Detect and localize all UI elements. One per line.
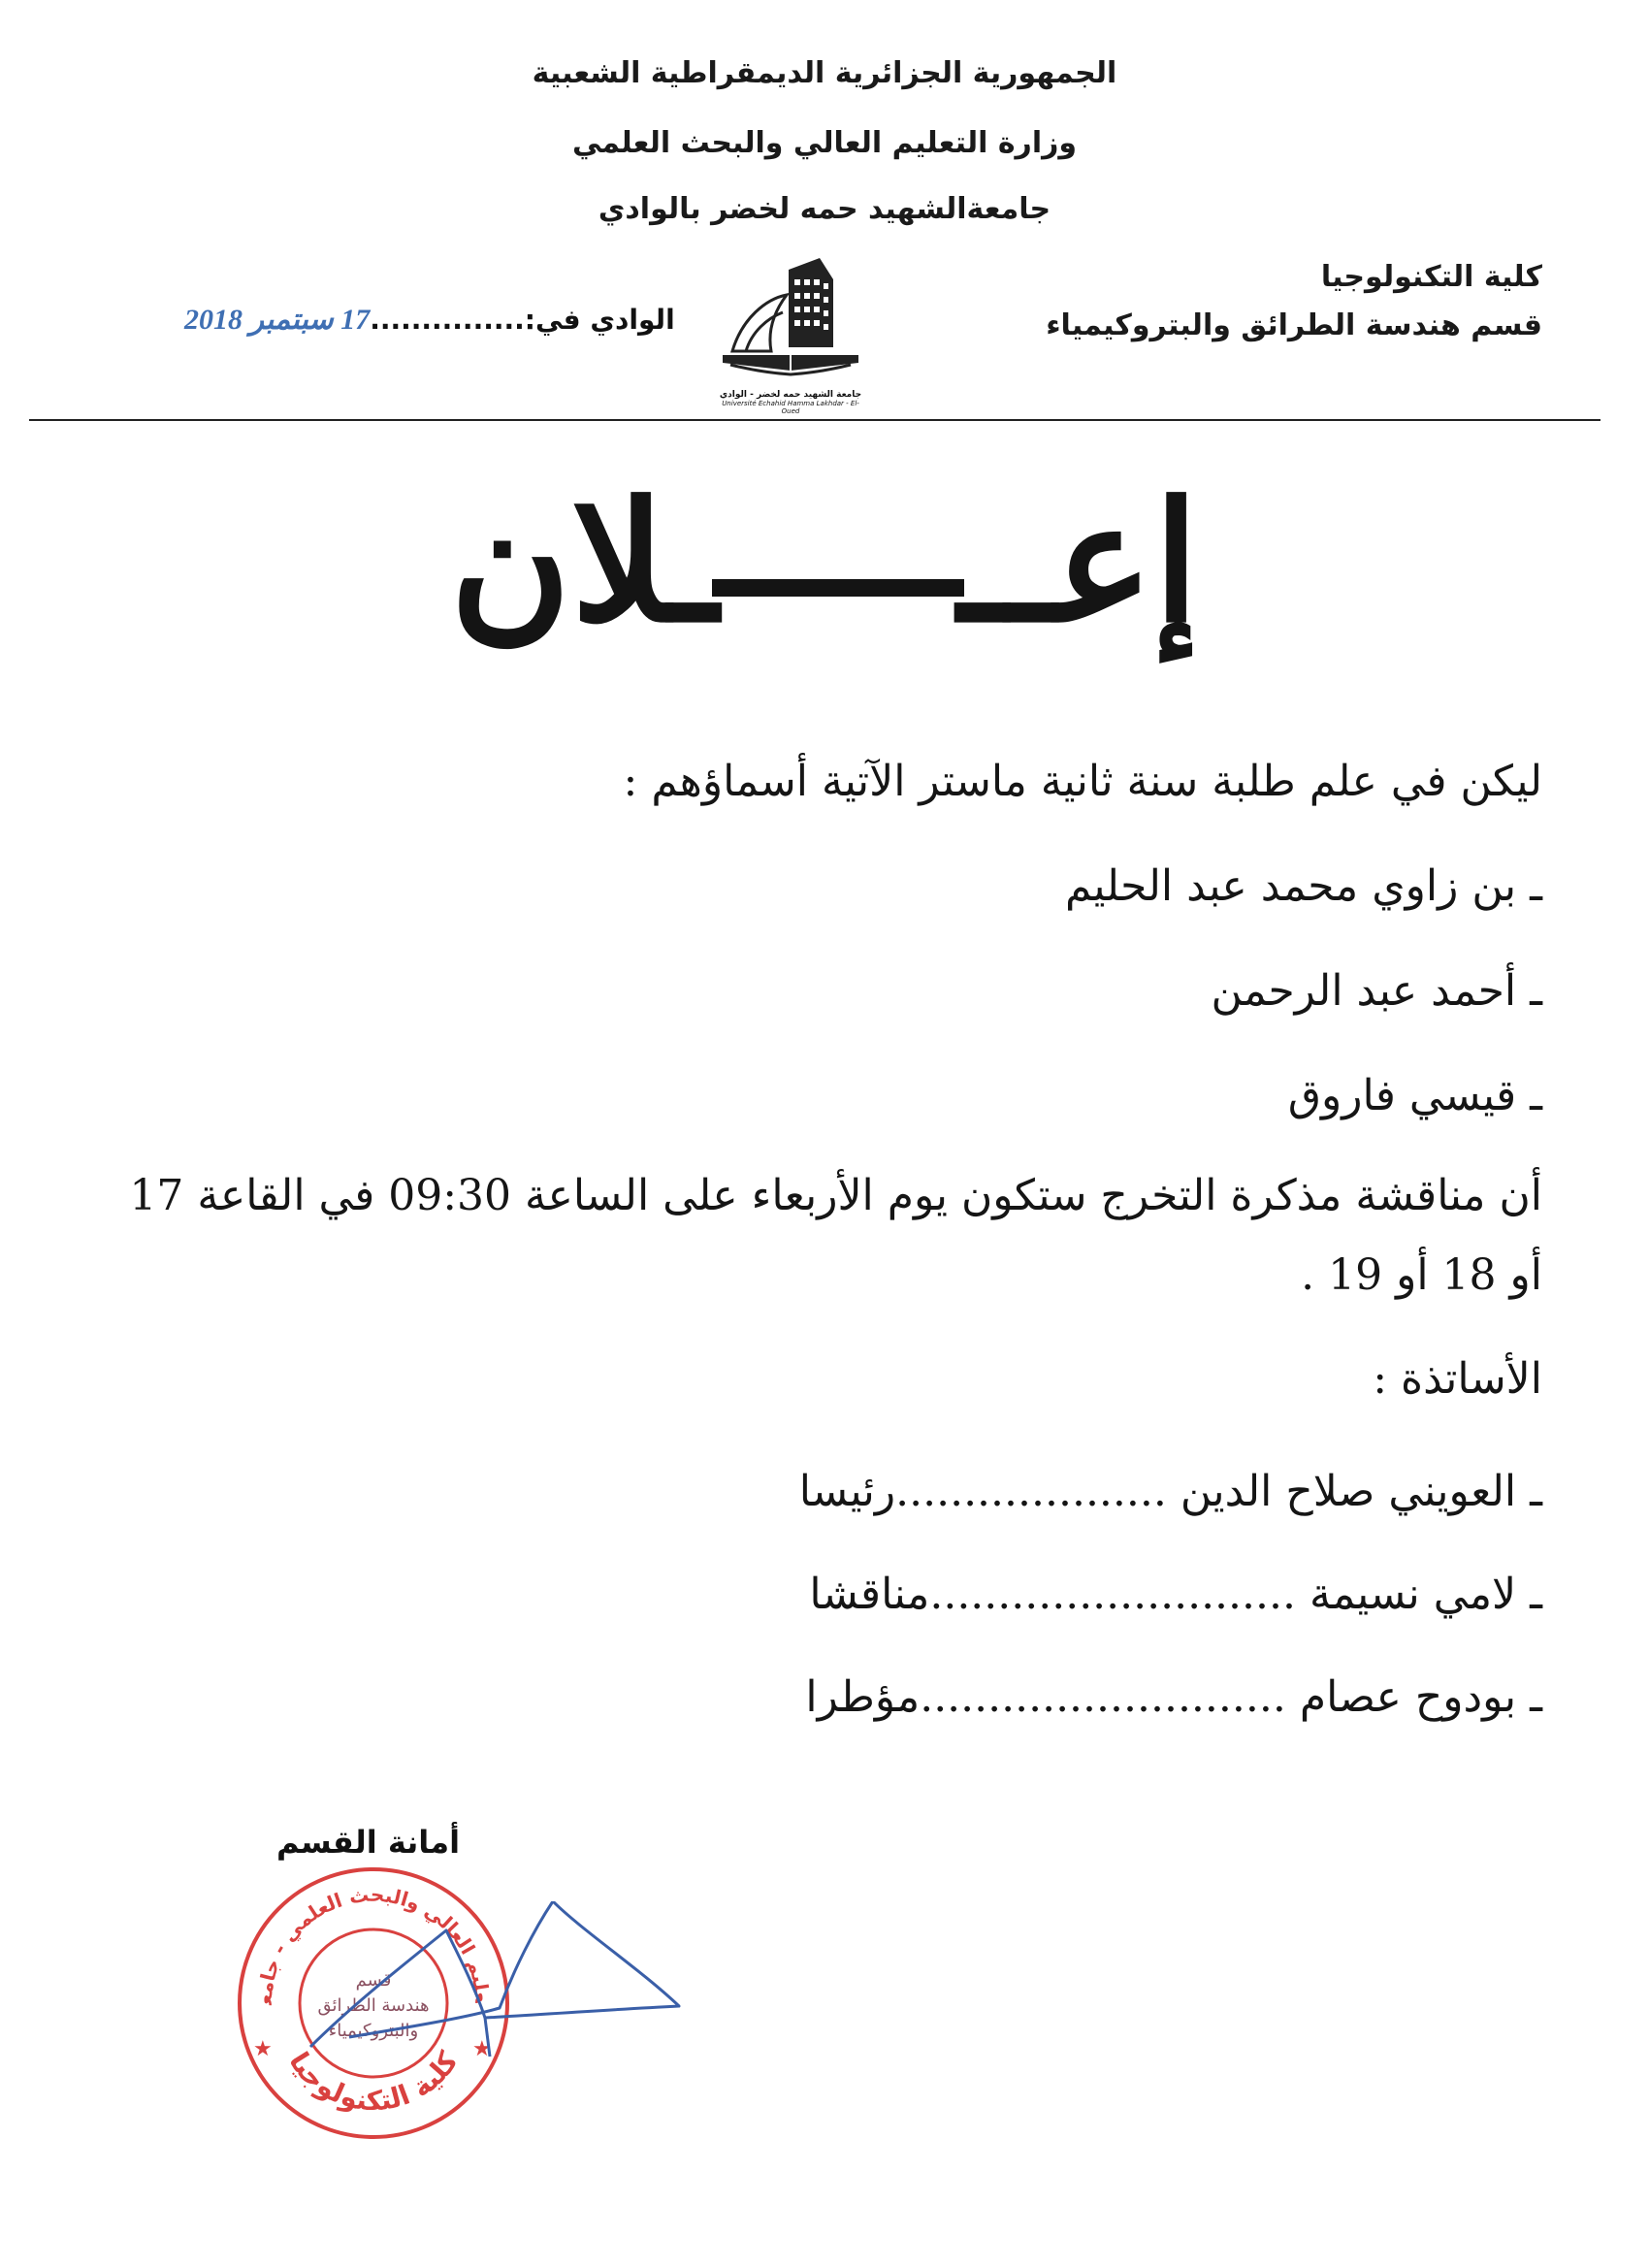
date-label: الوادي في: bbox=[524, 304, 675, 336]
jury-dots: .................... bbox=[895, 1467, 1167, 1516]
department-name: قسم هندسة الطرائق والبتروكيمياء bbox=[1046, 308, 1542, 342]
star-icon: ★ bbox=[253, 2037, 273, 2061]
ministry-name: وزارة التعليم العالي والبحث العلمي bbox=[571, 126, 1078, 160]
title-kashida bbox=[712, 579, 964, 597]
title-end: ـلان bbox=[449, 466, 718, 660]
signature bbox=[291, 1901, 698, 2080]
stamp-inner-line: والبتروكيمياء bbox=[328, 2021, 419, 2041]
signature-scribble-icon bbox=[291, 1901, 698, 2076]
title-start: إعــ bbox=[957, 466, 1200, 660]
university-logo-icon bbox=[713, 250, 868, 386]
stamp-inner-line: هندسة الطرائق bbox=[317, 1995, 430, 2016]
faculty-name: كلية التكنولوجيا bbox=[1320, 260, 1542, 294]
date-dots: ............... bbox=[370, 304, 525, 336]
jury-row bbox=[799, 1467, 1542, 1516]
jury-dots: ........................... bbox=[920, 1672, 1286, 1722]
date-field bbox=[184, 303, 675, 337]
jury-row bbox=[809, 1570, 1542, 1619]
student-item: ـ أحمد عبد الرحمن bbox=[1211, 966, 1542, 1016]
stamp-inner-line: قسم bbox=[355, 1970, 392, 1991]
jury-name: ـ العويني صلاح الدين bbox=[1180, 1467, 1542, 1516]
stamp-bottom-text: كلية التكنولوجيا bbox=[282, 2046, 465, 2118]
jury-dots: ........................... bbox=[929, 1570, 1296, 1619]
page-title bbox=[0, 466, 1649, 660]
republic-name: الجمهورية الجزائرية الديمقراطية الشعبية bbox=[532, 56, 1117, 90]
jury-role: مناقشا bbox=[809, 1570, 930, 1619]
jury-name: ـ بودوح عصام bbox=[1299, 1672, 1542, 1722]
header-divider bbox=[29, 419, 1600, 421]
jury-role: مؤطرا bbox=[805, 1672, 921, 1722]
announcement-text: أن مناقشة مذكرة التخرج ستكون يوم الأربعاء على الساعة 09:30 في القاعة 17 أو 18 أو 19 . bbox=[129, 1171, 1542, 1300]
jury-title: الأساتذة : bbox=[1373, 1354, 1542, 1404]
jury-role: رئيسا bbox=[798, 1467, 896, 1516]
university-name: جامعةالشهيد حمه لخضر بالوادي bbox=[598, 192, 1051, 226]
signature-label: أمانة القسم bbox=[276, 1824, 461, 1861]
date-value: 17 سبتمبر 2018 bbox=[184, 304, 371, 336]
star-icon: ★ bbox=[472, 2037, 492, 2061]
logo-caption-fr: Université Echahid Hamma Lakhdar - El-Oued bbox=[722, 400, 859, 415]
jury-name: ـ لامي نسيمة bbox=[1309, 1570, 1542, 1619]
student-item: ـ بن زاوي محمد عبد الحليم bbox=[1064, 861, 1542, 911]
student-item: ـ قيسي فاروق bbox=[1287, 1071, 1542, 1120]
logo-caption-ar: جامعة الشهيد حمه لخضر - الوادي bbox=[719, 390, 862, 400]
intro-text: ليكن في علم طلبة سنة ثانية ماستر الآتية أسماؤهم : bbox=[623, 757, 1542, 806]
stamp-outer-text: عليم العالي والبحث العلمي - جامع bbox=[252, 1882, 495, 2006]
jury-row bbox=[805, 1672, 1542, 1722]
university-logo bbox=[713, 250, 868, 417]
